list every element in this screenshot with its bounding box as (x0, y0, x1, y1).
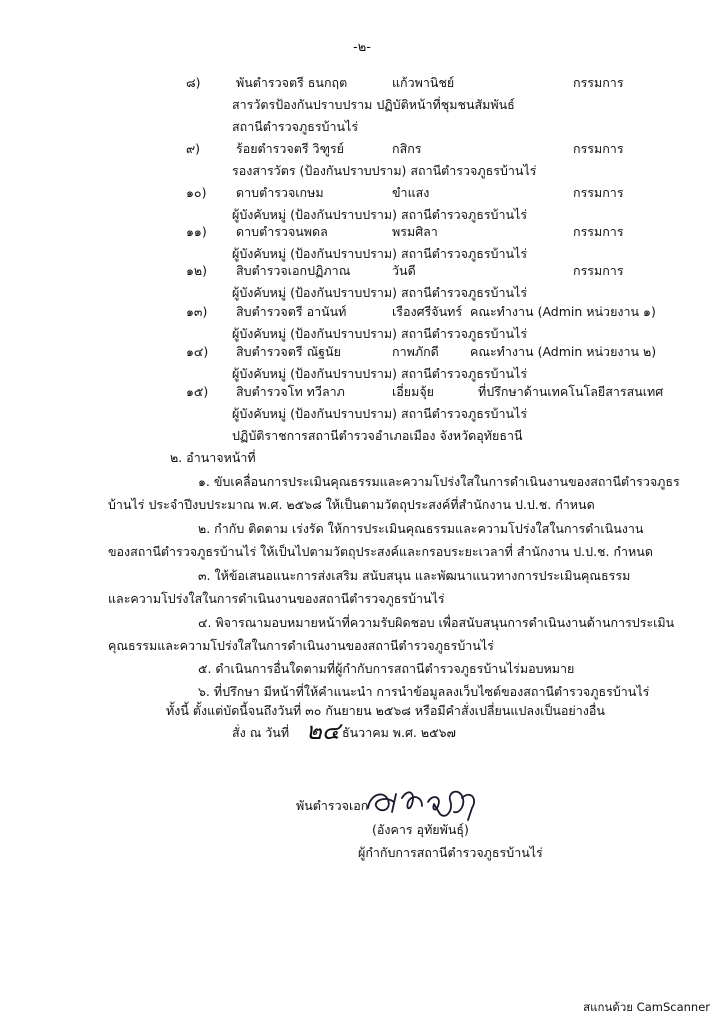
member-role: คณะทำงาน (Admin หน่วยงาน ๒) (470, 344, 657, 359)
duty-item-continued: บ้านไร่ ประจำปีงบประมาณ พ.ศ. ๒๕๖๘ ให้เป็นตามวัตถุประสงค์ที่สำนักงาน ป.ป.ช. กำหนด (108, 497, 595, 512)
member-rank-name: ดาบตำรวจเกษม (236, 185, 324, 200)
member-position: ผู้บังคับหมู่ (ป้องกันปราบปราม) สถานีตำรวจภูธรบ้านไร่ (232, 246, 528, 261)
member-position: รองสารวัตร (ป้องกันปราบปราม) สถานีตำรวจภูธรบ้านไร่ (232, 163, 537, 178)
duty-item: ๖. ที่ปรึกษา มีหน้าที่ให้คำแนะนำ การนำข้อมูลลงเว็บไซต์ของสถานีตำรวจภูธรบ้านไร่ (198, 684, 650, 699)
member-number: ๘) (186, 75, 201, 90)
duty-item: ๕. ดำเนินการอื่นใดตามที่ผู้กำกับการสถานีตำรวจภูธรบ้านไร่มอบหมาย (198, 661, 575, 676)
handwritten-signature (362, 780, 482, 826)
member-surname: วันดี (392, 263, 416, 278)
member-role: กรรมการ (573, 185, 624, 200)
member-position: ผู้บังคับหมู่ (ป้องกันปราบปราม) สถานีตำรวจภูธรบ้านไร่ (232, 285, 528, 300)
duties-heading: ๒. อำนาจหน้าที่ (170, 450, 256, 465)
signer-rank: พันตำรวจเอก (296, 798, 369, 813)
member-surname: กสิกร (392, 141, 422, 156)
member-rank-name: สิบตำรวจตรี อานันท์ (236, 304, 347, 319)
member-surname: แก้วพานิชย์ (392, 75, 455, 90)
member-number: ๑๒) (186, 263, 208, 278)
member-position: สถานีตำรวจภูธรบ้านไร่ (232, 119, 359, 134)
order-date-label: สั่ง ณ วันที่ (232, 725, 290, 740)
duty-item: ๓. ให้ข้อเสนอแนะการส่งเสริม สนับสนุน และพัฒนาแนวทางการประเมินคุณธรรม (198, 568, 631, 583)
member-role: กรรมการ (573, 224, 624, 239)
member-surname: กาพภักดี (392, 344, 439, 359)
member-rank-name: ร้อยตำรวจตรี วิฑูรย์ (236, 141, 344, 156)
member-surname: เรืองศรีจันทร์ (392, 304, 463, 319)
member-role: ที่ปรึกษาด้านเทคโนโลยีสารสนเทศ (478, 384, 664, 399)
duty-item-continued: ของสถานีตำรวจภูธรบ้านไร่ ให้เป็นไปตามวัตถุประสงค์และกรอบระยะเวลาที่ สำนักงาน ป.ป.ช. กำหนด (108, 544, 653, 559)
member-surname: ขำแสง (392, 185, 430, 200)
member-number: ๙) (186, 141, 201, 156)
member-surname: พรมศิลา (392, 224, 438, 239)
member-rank-name: สิบตำรวจเอกปฏิภาณ (236, 263, 351, 278)
page-number: -๒- (353, 40, 371, 55)
member-rank-name: ดาบตำรวจนพดล (236, 224, 328, 239)
member-number: ๑๑) (186, 224, 207, 239)
order-month-year: ธันวาคม พ.ศ. ๒๕๖๗ (342, 725, 456, 740)
member-rank-name: สิบตำรวจโท ทวีลาภ (236, 384, 345, 399)
member-number: ๑๔) (186, 344, 209, 359)
member-position: ผู้บังคับหมู่ (ป้องกันปราบปราม) สถานีตำรวจภูธรบ้านไร่ (232, 366, 528, 381)
signer-name: (อังคาร อุทัยพันธุ์) (372, 822, 469, 837)
member-position: ปฏิบัติราชการสถานีตำรวจอำเภอเมือง จังหวัดอุทัยธานี (232, 428, 523, 443)
duty-item: ๒. กำกับ ติดตาม เร่งรัด ให้การประเมินคุณธรรมและความโปร่งใสในการดำเนินงาน (198, 521, 644, 536)
scanner-watermark: สแกนด้วย CamScanner (583, 1000, 710, 1014)
member-position: ผู้บังคับหมู่ (ป้องกันปราบปราม) สถานีตำรวจภูธรบ้านไร่ (232, 207, 528, 222)
duty-item: ๑. ขับเคลื่อนการประเมินคุณธรรมและความโปร่งใสในการดำเนินงานของสถานีตำรวจภูธร (198, 474, 680, 489)
member-role: กรรมการ (573, 75, 624, 90)
duty-item: ๔. พิจารณามอบหมายหน้าที่ความรับผิดชอบ เพื่อสนับสนุนการดำเนินงานด้านการประเมิน (198, 615, 675, 630)
member-number: ๑๕) (186, 384, 209, 399)
order-day: ๒๔ (306, 717, 340, 745)
member-surname: เอี่ยมจุ้ย (392, 384, 434, 399)
member-rank-name: พันตำรวจตรี ธนกฤต (236, 75, 348, 90)
closing-statement: ทั้งนี้ ตั้งแต่บัดนี้จนถึงวันที่ ๓๐ กันยายน ๒๕๖๘ หรือมีคำสั่งเปลี่ยนแปลงเป็นอย่างอื่น (166, 703, 605, 718)
member-position: ผู้บังคับหมู่ (ป้องกันปราบปราม) สถานีตำรวจภูธรบ้านไร่ (232, 406, 528, 421)
member-role: คณะทำงาน (Admin หน่วยงาน ๑) (470, 304, 656, 319)
member-number: ๑๐) (186, 185, 207, 200)
member-rank-name: สิบตำรวจตรี ณัฐนัย (236, 344, 341, 359)
member-number: ๑๓) (186, 304, 208, 319)
member-role: กรรมการ (573, 141, 624, 156)
duty-item-continued: และความโปร่งใสในการดำเนินงานของสถานีตำรวจภูธรบ้านไร่ (108, 591, 445, 606)
member-position: ผู้บังคับหมู่ (ป้องกันปราบปราม) สถานีตำรวจภูธรบ้านไร่ (232, 326, 528, 341)
member-position: สารวัตรป้องกันปราบปราม ปฏิบัติหน้าที่ชุมชนสัมพันธ์ (232, 97, 515, 112)
duty-item-continued: คุณธรรมและความโปร่งใสในการดำเนินงานของสถานีตำรวจภูธรบ้านไร่ (108, 638, 494, 653)
signer-title: ผู้กำกับการสถานีตำรวจภูธรบ้านไร่ (358, 845, 543, 860)
member-role: กรรมการ (573, 263, 624, 278)
